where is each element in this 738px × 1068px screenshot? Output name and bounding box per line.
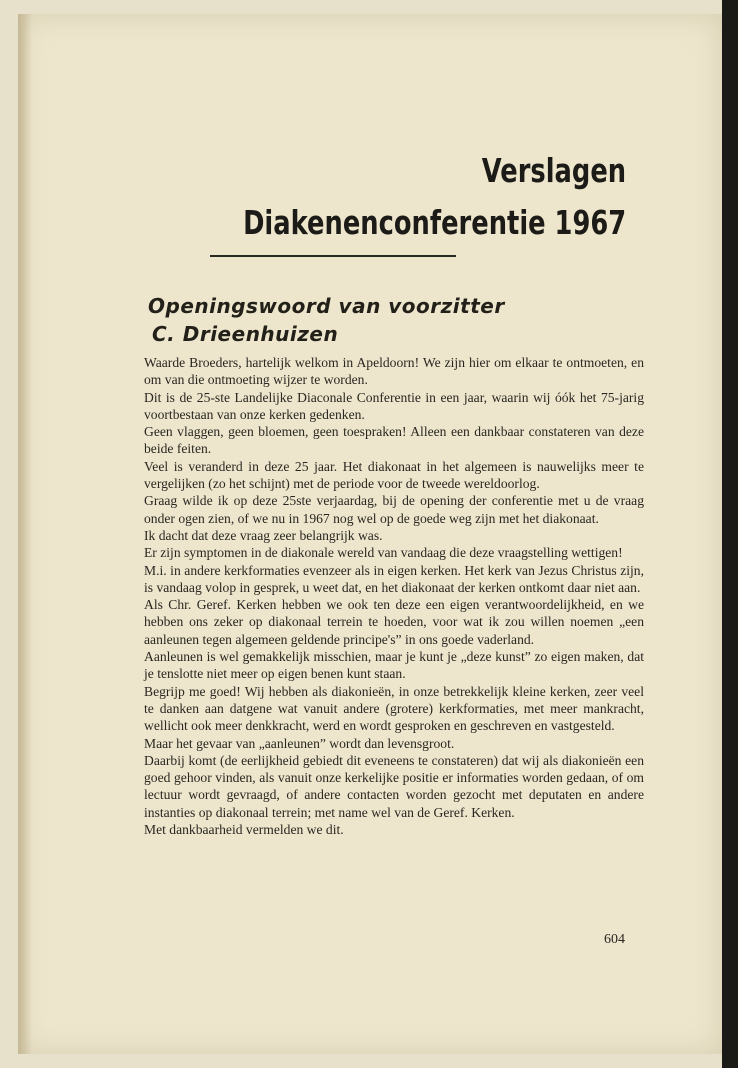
paragraph: Als Chr. Geref. Kerken hebben we ook ten deze een eigen verantwoordelijkheid, en we hebben ons zeker op diakonaal terrein te hoeden, voor wat ik zou willen noemen „een aanleunen tegen algemeen geldende principe's” in ons goede vaderland.	[144, 597, 644, 647]
paragraph: M.i. in andere kerkformaties evenzeer als in eigen kerken. Het kerk van Jezus Christus zijn, is vandaag volop in gesprek, u weet dat, en het diakonaat der kerken ontkomt daar niet aan.	[144, 562, 644, 595]
paragraph: Ik dacht dat deze vraag zeer belangrijk was.	[144, 527, 383, 543]
paragraph: Aanleunen is wel gemakkelijk misschien, maar je kunt je „deze kunst” zo eigen maken, dat je tenslotte niet meer op eigen benen kunt staan.	[144, 649, 644, 682]
paragraph: Dit is de 25-ste Landelijke Diaconale Conferentie in een jaar, waarin wij óók het 75-jarig voortbestaan van onze kerken gedenken.	[144, 389, 644, 422]
page-number: 604	[604, 932, 625, 947]
paragraph: Waarde Broeders, hartelijk welkom in Apeldoorn! We zijn hier om elkaar te ontmoeten, en om van die ontmoeting wijzer te worden.	[144, 355, 644, 388]
subtitle-line-1: Openingswoord van voorzitter	[148, 294, 505, 318]
subtitle-line-2: C. Drieenhuizen	[152, 322, 339, 346]
document-page	[18, 14, 722, 1054]
title-line-1: Verslagen	[481, 151, 626, 190]
page-gutter-shadow	[18, 14, 32, 1054]
paragraph: Maar het gevaar van „aanleunen” wordt dan levensgroot.	[144, 735, 455, 751]
paragraph: Er zijn symptomen in de diakonale wereld van vandaag die deze vraagstelling wettigen!	[144, 545, 623, 561]
paragraph: Met dankbaarheid vermelden we dit.	[144, 822, 344, 838]
article-body	[144, 354, 644, 838]
paragraph: Daarbij komt (de eerlijkheid gebiedt dit eveneens te constateren) dat wij als diakonieën een goed gehoor vinden, als vanuit onze kerkelijke positie er informaties worden gedaan, of om lectuur wordt gevraagd, of andere contacten worden gezocht met deputaten en andere instanties op diakonaal terrein; met name wel van de Geref. Kerken.	[144, 752, 644, 820]
scan-edge	[722, 0, 738, 1068]
title-line-2: Diakenenconferentie 1967	[242, 203, 626, 242]
paragraph: Veel is veranderd in deze 25 jaar. Het diakonaat in het algemeen is nauwelijks meer te vergelijken (zo het schijnt) met de periode voor de tweede wereldoorlog.	[144, 458, 644, 492]
paragraph: Geen vlaggen, geen bloemen, geen toespraken! Alleen een dankbaar constateren van deze beide feiten.	[144, 424, 644, 457]
title-divider	[210, 255, 456, 257]
paragraph: Begrijp me goed! Wij hebben als diakonieën, in onze betrekkelijk kleine kerken, zeer veel te danken aan datgene wat vanuit andere (grotere) kerkformaties, met meer mankracht, wellicht ook meer denkkracht, werd en wordt gesproken en geschreven en vastgesteld.	[144, 683, 644, 734]
paragraph: Graag wilde ik op deze 25ste verjaardag, bij de opening der conferentie met u de vraag onder ogen zien, of we nu in 1967 nog wel op de goede weg zijn met het diakonaat.	[144, 493, 644, 526]
